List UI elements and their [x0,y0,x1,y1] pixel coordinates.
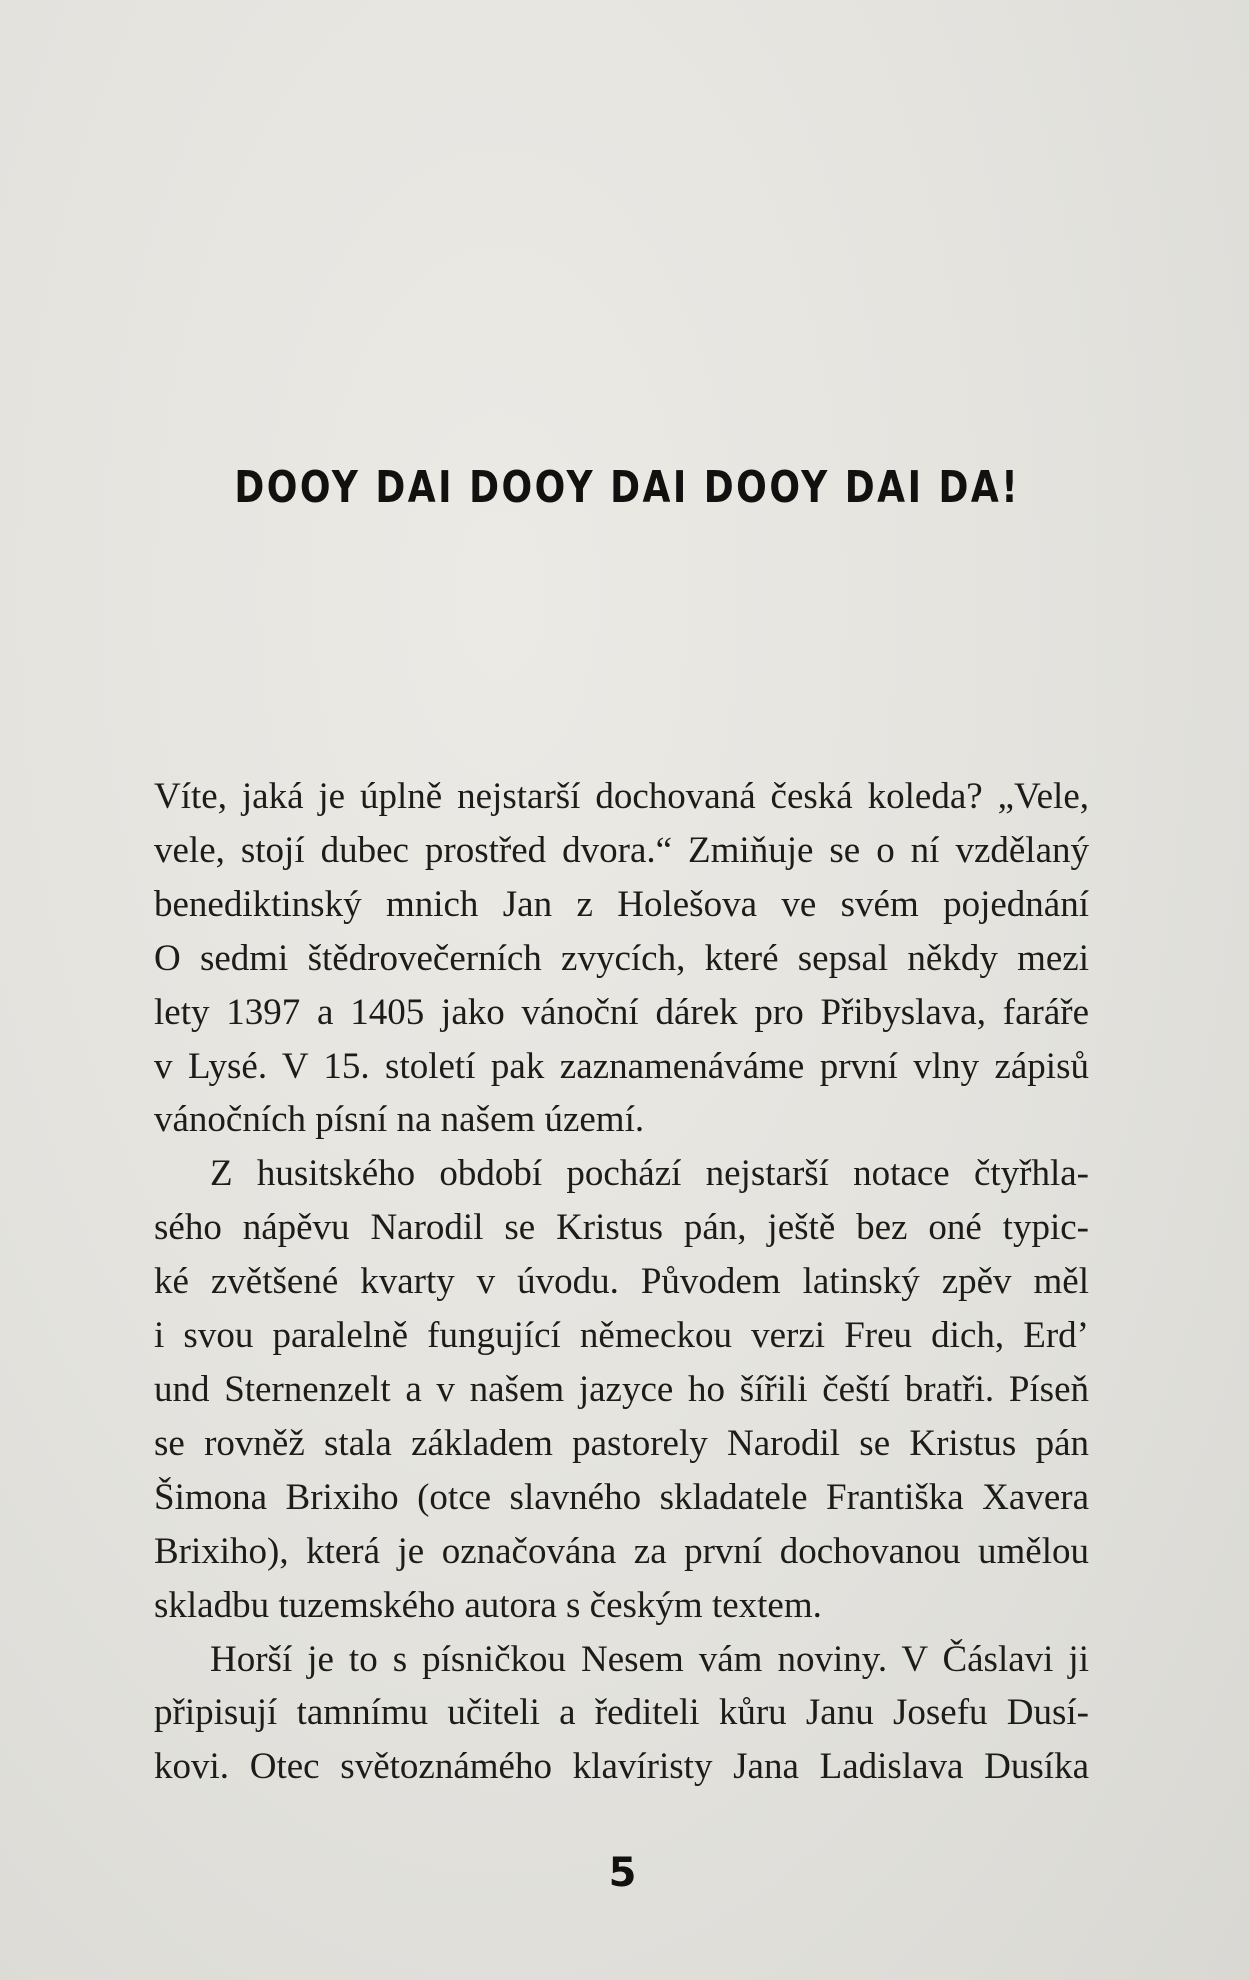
text-line: vánočních písní na našem území. [154,1099,645,1141]
chapter-title: DOOY DAI DOOY DAI DOOY DAI DA! [234,462,1021,513]
paragraph-3 [154,1633,1089,1795]
text-line: v Lysé. V 15. století pak zaznamenáváme první vlny zápisů [154,1045,1089,1087]
text-line: Víte, jaká je úplně nejstarší dochovaná česká koleda? „Vele, [154,776,1089,817]
text-line: ké zvětšené kvarty v úvodu. Původem latinský zpěv měl [154,1261,1089,1303]
text-line: Z husitského období pochází nejstarší notace čtyřhla- [210,1153,1089,1195]
text-line: lety 1397 a 1405 jako vánoční dárek pro Přibyslava, faráře [154,991,1089,1033]
page-number: 5 [608,1850,637,1896]
text-line: Horší je to s písničkou Nesem vám noviny. V Čáslavi ji [210,1638,1089,1680]
body-text [154,770,1089,1794]
paragraph-1 [154,770,1089,1147]
text-line: se rovněž stala základem pastorely Narodil se Kristus pán [154,1422,1089,1464]
text-line: Šimona Brixiho (otce slavného skladatele Františka Xavera [154,1476,1089,1518]
text-line: připisují tamnímu učiteli a řediteli kůru Janu Josefu Dusí- [154,1692,1089,1734]
paragraph-2 [154,1147,1089,1632]
text-line: Brixiho), která je označována za první dochovanou umělou [154,1530,1089,1572]
text-line: und Sternenzelt a v našem jazyce ho šířili čeští bratři. Píseň [154,1368,1089,1410]
text-line: i svou paralelně fungující německou verzi Freu dich, Erd’ [154,1315,1089,1357]
text-line: skladbu tuzemského autora s českým textem. [154,1584,822,1626]
text-line: sého nápěvu Narodil se Kristus pán, ještě bez oné typic- [154,1207,1089,1249]
text-line: kovi. Otec světoznámého klavíristy Jana Ladislava Dusíka [154,1746,1089,1788]
text-line: benediktinský mnich Jan z Holešova ve svém pojednání [154,883,1089,925]
text-line: O sedmi štědrovečerních zvycích, které sepsal někdy mezi [154,937,1089,979]
text-line: vele, stojí dubec prostřed dvora.“ Zmiňuje se o ní vzdělaný [154,829,1089,871]
